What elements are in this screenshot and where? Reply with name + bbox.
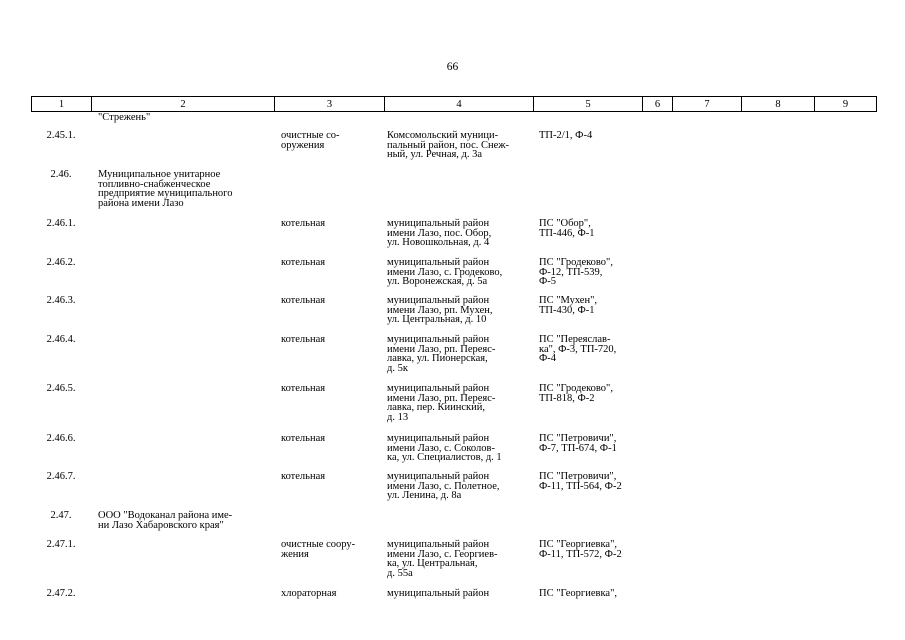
facility-type: котельная [281,334,326,345]
facility-address: Комсомольский муници- пальный район, пос. Снеж- ный, ул. Речная, д. 3а [387,130,510,161]
row-number: 2.46.3. [46,295,76,306]
power-supply: ПС "Мухен", ТП-430, Ф-1 [539,295,598,316]
column-header-4: 4 [385,97,534,112]
row-number: 2.46.4. [46,334,76,345]
row-number: 2.46.6. [46,433,76,444]
row-number: 2.45.1. [46,130,76,141]
power-supply: ПС "Георгиевка", Ф-11, ТП-572, Ф-2 [539,539,622,560]
row-number: 2.47. [50,510,72,521]
row-number: 2.46.2. [46,257,76,268]
power-supply: ПС "Переяслав- ка", Ф-3, ТП-720, Ф-4 [539,334,617,365]
column-header-6: 6 [643,97,673,112]
facility-address: муниципальный район имени Лазо, рп. Переяс- лавка, ул. Пионерская, д. 5к [387,334,496,374]
power-supply: ПС "Петровичи", Ф-7, ТП-674, Ф-1 [539,433,617,454]
power-supply: ПС "Обор", ТП-446, Ф-1 [539,218,595,239]
row-number: 2.46.7. [46,471,76,482]
page-number: 66 [446,61,459,73]
facility-type: котельная [281,383,326,394]
facility-address: муниципальный район имени Лазо, с. Георгиев- ка, ул. Центральная, д. 55а [387,539,498,579]
facility-address: муниципальный район имени Лазо, с. Гродеково, ул. Воронежская, д. 5а [387,257,503,288]
row-number: 2.46. [50,169,72,180]
power-supply: ПС "Гродеково", ТП-818, Ф-2 [539,383,613,404]
facility-address: муниципальный район [387,588,490,599]
row-number: 2.46.1. [46,218,76,229]
facility-address: муниципальный район имени Лазо, с. Соколов- ка, ул. Специалистов, д. 1 [387,433,502,464]
facility-address: муниципальный район имени Лазо, рп. Мухен, ул. Центральная, д. 10 [387,295,493,326]
organization-name: "Стрежень" [98,112,151,123]
power-supply: ПС "Петровичи", Ф-11, ТП-564, Ф-2 [539,471,622,492]
facility-type: котельная [281,433,326,444]
facility-type: котельная [281,295,326,306]
row-number: 2.46.5. [46,383,76,394]
column-header-1: 1 [32,97,92,112]
facility-type: котельная [281,471,326,482]
facility-type: очистные соору- жения [281,539,356,560]
power-supply: ПС "Гродеково", Ф-12, ТП-539, Ф-5 [539,257,613,288]
organization-name: Муниципальное унитарное топливно-снабженческое предприятие муниципального района имени Лазо [98,169,233,209]
facility-type: хлораторная [281,588,337,599]
column-header-2: 2 [92,97,275,112]
column-header-7: 7 [673,97,742,112]
facility-type: очистные со- оружения [281,130,340,151]
facility-type: котельная [281,257,326,268]
power-supply: ТП-2/1, Ф-4 [539,130,593,141]
column-header-5: 5 [534,97,643,112]
facility-type: котельная [281,218,326,229]
row-number: 2.47.2. [46,588,76,599]
facility-address: муниципальный район имени Лазо, пос. Обор, ул. Новошкольная, д. 4 [387,218,492,249]
row-number: 2.47.1. [46,539,76,550]
organization-name: ООО "Водоканал района име- ни Лазо Хабаровского края" [98,510,233,531]
facility-address: муниципальный район имени Лазо, рп. Переяс- лавка, пер. Киинский, д. 13 [387,383,496,423]
column-header-3: 3 [275,97,385,112]
column-header-9: 9 [815,97,877,112]
facility-address: муниципальный район имени Лазо, с. Полетное, ул. Ленина, д. 8а [387,471,500,502]
power-supply: ПС "Георгиевка", [539,588,617,599]
column-header-row [31,96,877,112]
column-header-8: 8 [742,97,815,112]
